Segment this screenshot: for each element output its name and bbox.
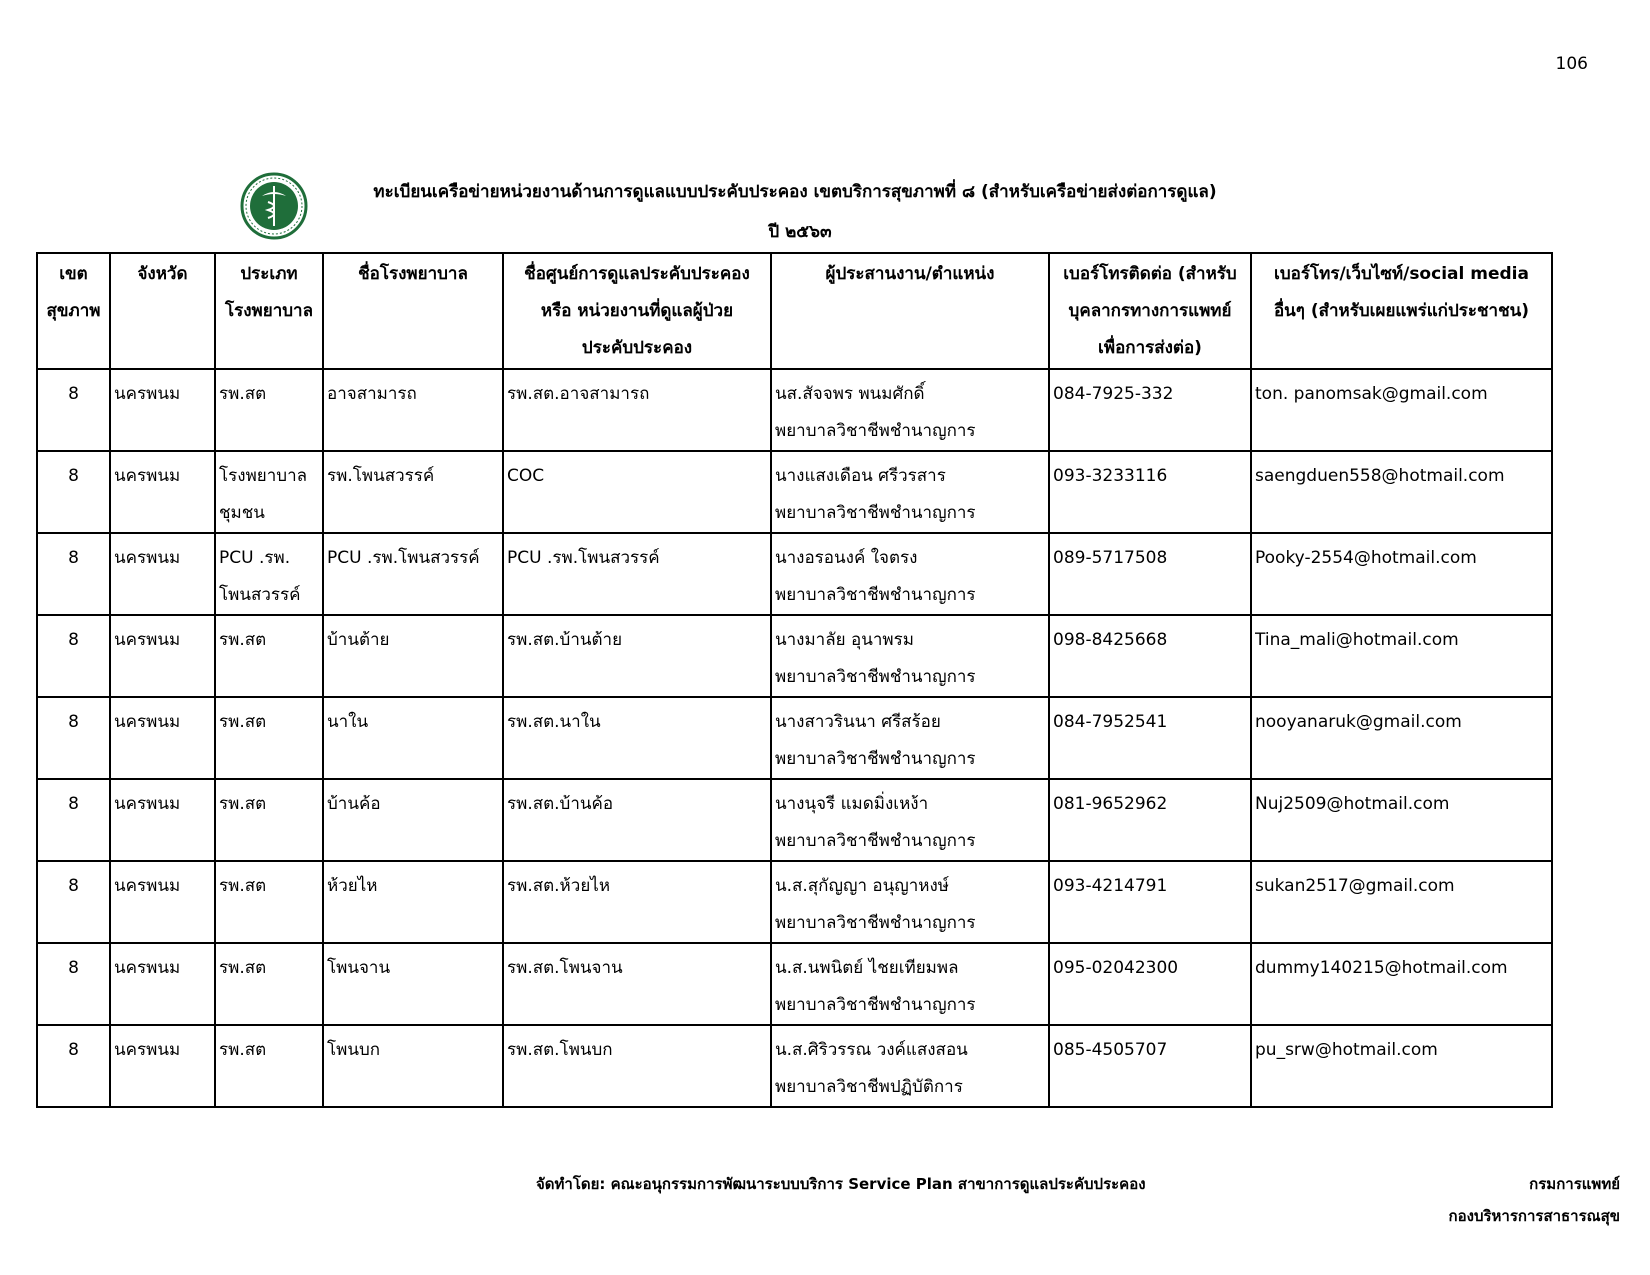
cell-referral-phone [1049,943,1251,1025]
cell-line: นครพนม [114,384,181,404]
cell-hospital-name [323,943,503,1025]
cell-line: บ้านต้าย [327,630,390,650]
column-header-line: อื่นๆ (สำหรับเผยแพร่แก่ประชาชน) [1273,301,1530,321]
table-row [37,779,1552,861]
cell-line: น.ส.สุกัญญา อนุญาหงษ์ [775,876,949,896]
cell-line: นครพนม [114,466,181,486]
cell-public-contact [1251,615,1552,697]
column-header-province [110,253,215,369]
cell-coordinator [771,1025,1049,1107]
cell-line: โพนสวรรค์ [219,585,301,605]
cell-province [110,943,215,1025]
column-header-line: จังหวัด [137,264,188,284]
table-row [37,451,1552,533]
cell-care-center [503,779,771,861]
cell-line: 084-7952541 [1053,712,1168,732]
cell-referral-phone [1049,1025,1251,1107]
cell-line: PCU .รพ. [219,548,291,568]
cell-hospital-type [215,615,323,697]
cell-line: โพนจาน [327,958,391,978]
cell-province [110,615,215,697]
column-header-line: ผู้ประสานงาน/ตำแหน่ง [825,264,995,284]
cell-line: โรงพยาบาล [219,466,308,486]
cell-care-center [503,533,771,615]
cell-line: 089-5717508 [1053,548,1168,568]
cell-public-contact [1251,697,1552,779]
cell-line: นางมาลัย อุนาพรม [775,630,914,650]
column-header-health-region [37,253,110,369]
cell-care-center [503,369,771,451]
cell-line: รพ.สต [219,630,267,650]
table-row [37,943,1552,1025]
cell-line: รพ.สต.โพนจาน [507,958,623,978]
cell-hospital-name [323,369,503,451]
column-header-hospital-type [215,253,323,369]
cell-line: Pooky-2554@hotmail.com [1255,548,1477,568]
cell-line: นครพนม [114,630,181,650]
cell-public-contact [1251,533,1552,615]
cell-line: ชุมชน [219,503,265,523]
cell-line: nooyanaruk@gmail.com [1255,712,1462,732]
cell-hospital-type [215,369,323,451]
cell-line: sukan2517@gmail.com [1255,876,1455,896]
column-header-line: ชื่อโรงพยาบาล [358,264,468,284]
cell-line: พยาบาลวิชาชีพชำนาญการ [775,503,976,523]
cell-care-center [503,697,771,779]
table-row [37,615,1552,697]
cell-coordinator [771,779,1049,861]
table-header-row [37,253,1552,369]
cell-line: พยาบาลวิชาชีพชำนาญการ [775,995,976,1015]
column-header-line: เบอร์โทร/เว็บไซท์/social media [1274,264,1529,284]
cell-line: รพ.สต.นาใน [507,712,601,732]
table-body [37,369,1552,1107]
cell-province [110,697,215,779]
cell-hospital-type [215,779,323,861]
cell-line: รพ.สต [219,384,267,404]
cell-hospital-name [323,451,503,533]
cell-province [110,369,215,451]
cell-line: นครพนม [114,958,181,978]
column-header-line: สุขภาพ [46,301,101,321]
table-row [37,697,1552,779]
cell-line: รพ.สต.โพนบก [507,1040,613,1060]
cell-line: รพ.สต.อาจสามารถ [507,384,650,404]
table-row [37,533,1552,615]
cell-line: รพ.สต [219,876,267,896]
cell-health-region [37,451,110,533]
cell-health-region [37,861,110,943]
column-header-hospital-name [323,253,503,369]
column-header-line: โรงพยาบาล [224,301,314,321]
cell-hospital-name [323,1025,503,1107]
cell-line: นครพนม [114,712,181,732]
cell-line: pu_srw@hotmail.com [1255,1040,1438,1060]
cell-public-contact [1251,861,1552,943]
cell-health-region [37,943,110,1025]
cell-line: รพ.สต.ห้วยไห [507,876,611,896]
cell-line: นางนุจรี แมดมิ่งเหง้า [775,794,929,814]
cell-hospital-name [323,861,503,943]
table-row [37,861,1552,943]
cell-province [110,861,215,943]
cell-line: นครพนม [114,876,181,896]
cell-line: 8 [68,958,79,978]
cell-hospital-name [323,533,503,615]
cell-public-contact [1251,779,1552,861]
cell-line: 8 [68,466,79,486]
cell-coordinator [771,533,1049,615]
cell-public-contact [1251,451,1552,533]
column-header-line: ชื่อศูนย์การดูแลประคับประคอง [524,264,750,284]
cell-line: 093-4214791 [1053,876,1168,896]
footer-org-division: กองบริหารการสาธารณสุข [1448,1207,1620,1225]
cell-hospital-type [215,943,323,1025]
cell-health-region [37,779,110,861]
cell-hospital-type [215,861,323,943]
ministry-seal-logo [240,172,308,240]
footer-org-department: กรมการแพทย์ [1529,1175,1620,1193]
cell-line: 8 [68,794,79,814]
footer-credit: จัดทำโดย: คณะอนุกรรมการพัฒนาระบบบริการ Service Plan สาขาการดูแลประคับประคอง [536,1175,1146,1193]
cell-line: รพ.สต.บ้านต้าย [507,630,623,650]
cell-health-region [37,369,110,451]
cell-line: Nuj2509@hotmail.com [1255,794,1450,814]
cell-referral-phone [1049,861,1251,943]
cell-line: รพ.สต [219,958,267,978]
cell-line: รพ.โพนสวรรค์ [327,466,435,486]
cell-hospital-type [215,533,323,615]
cell-hospital-name [323,615,503,697]
cell-hospital-type [215,451,323,533]
cell-hospital-name [323,779,503,861]
cell-health-region [37,1025,110,1107]
cell-line: dummy140215@hotmail.com [1255,958,1508,978]
cell-line: ton. panomsak@gmail.com [1255,384,1488,404]
column-header-line: เพื่อการส่งต่อ) [1098,338,1202,358]
cell-public-contact [1251,943,1552,1025]
cell-referral-phone [1049,451,1251,533]
cell-coordinator [771,697,1049,779]
cell-line: นางสาวรินนา ศรีสร้อย [775,712,941,732]
cell-coordinator [771,369,1049,451]
cell-line: 084-7925-332 [1053,384,1174,404]
cell-line: 098-8425668 [1053,630,1168,650]
column-header-line: หรือ หน่วยงานที่ดูแลผู้ป่วย [540,301,734,321]
cell-line: พยาบาลวิชาชีพชำนาญการ [775,831,976,851]
cell-line: พยาบาลวิชาชีพปฏิบัติการ [775,1077,963,1097]
cell-line: 081-9652962 [1053,794,1168,814]
cell-health-region [37,615,110,697]
cell-hospital-type [215,697,323,779]
cell-line: saengduen558@hotmail.com [1255,466,1505,486]
cell-line: รพ.สต.บ้านค้อ [507,794,614,814]
cell-care-center [503,861,771,943]
cell-line: โพนบก [327,1040,381,1060]
page-number: 106 [1555,54,1588,74]
cell-line: พยาบาลวิชาชีพชำนาญการ [775,749,976,769]
column-header-referral-phone [1049,253,1251,369]
registry-table [36,252,1553,1108]
cell-health-region [37,533,110,615]
cell-coordinator [771,451,1049,533]
cell-care-center [503,943,771,1025]
cell-line: 095-02042300 [1053,958,1179,978]
cell-line: พยาบาลวิชาชีพชำนาญการ [775,585,976,605]
cell-line: 8 [68,876,79,896]
cell-health-region [37,697,110,779]
table-row [37,1025,1552,1107]
cell-line: PCU .รพ.โพนสวรรค์ [507,548,660,568]
column-header-coordinator [771,253,1049,369]
cell-line: ห้วยไห [327,876,378,896]
cell-province [110,533,215,615]
cell-line: Tina_mali@hotmail.com [1255,630,1459,650]
cell-line: อาจสามารถ [327,384,417,404]
document-title: ทะเบียนเครือข่ายหน่วยงานด้านการดูแลแบบประคับประคอง เขตบริการสุขภาพที่ ๘ (สำหรับเครือข่ายส่งต่อการดูแล) [373,182,1217,202]
cell-line: นาใน [327,712,369,732]
cell-line: 085-4505707 [1053,1040,1168,1060]
cell-hospital-type [215,1025,323,1107]
cell-line: รพ.สต [219,1040,267,1060]
cell-referral-phone [1049,533,1251,615]
cell-line: รพ.สต [219,794,267,814]
cell-care-center [503,1025,771,1107]
cell-line: นางแสงเดือน ศรีวรสาร [775,466,946,486]
cell-referral-phone [1049,369,1251,451]
cell-care-center [503,451,771,533]
cell-line: 8 [68,1040,79,1060]
cell-line: 8 [68,630,79,650]
cell-line: 093-3233116 [1053,466,1168,486]
cell-line: พยาบาลวิชาชีพชำนาญการ [775,667,976,687]
cell-line: พยาบาลวิชาชีพชำนาญการ [775,913,976,933]
cell-province [110,1025,215,1107]
column-header-line: ประคับประคอง [581,338,693,358]
cell-coordinator [771,943,1049,1025]
cell-public-contact [1251,369,1552,451]
cell-public-contact [1251,1025,1552,1107]
cell-line: COC [507,466,545,486]
cell-hospital-name [323,697,503,779]
cell-province [110,451,215,533]
column-header-line: บุคลากรทางการแพทย์ [1068,301,1232,321]
cell-line: พยาบาลวิชาชีพชำนาญการ [775,421,976,441]
cell-referral-phone [1049,615,1251,697]
cell-province [110,779,215,861]
cell-line: บ้านค้อ [327,794,381,814]
cell-coordinator [771,615,1049,697]
cell-line: นส.สัจจพร พนมศักดิ์ [775,384,925,404]
cell-line: 8 [68,384,79,404]
cell-line: น.ส.นพนิตย์ ไชยเทียมพล [775,958,959,978]
cell-line: นครพนม [114,548,181,568]
document-year: ปี ๒๕๖๓ [768,222,832,242]
cell-line: นครพนม [114,1040,181,1060]
cell-coordinator [771,861,1049,943]
cell-care-center [503,615,771,697]
cell-line: นางอรอนงค์ ใจตรง [775,548,918,568]
column-header-care-center [503,253,771,369]
cell-line: นครพนม [114,794,181,814]
cell-referral-phone [1049,779,1251,861]
column-header-public-contact [1251,253,1552,369]
column-header-line: เบอร์โทรติดต่อ (สำหรับ [1063,264,1237,284]
cell-line: PCU .รพ.โพนสวรรค์ [327,548,480,568]
cell-line: น.ส.ศิริวรรณ วงค์แสงสอน [775,1040,968,1060]
column-header-line: เขต [59,264,88,284]
cell-line: รพ.สต [219,712,267,732]
cell-referral-phone [1049,697,1251,779]
table-row [37,369,1552,451]
cell-line: 8 [68,712,79,732]
cell-line: 8 [68,548,79,568]
column-header-line: ประเภท [240,264,298,284]
